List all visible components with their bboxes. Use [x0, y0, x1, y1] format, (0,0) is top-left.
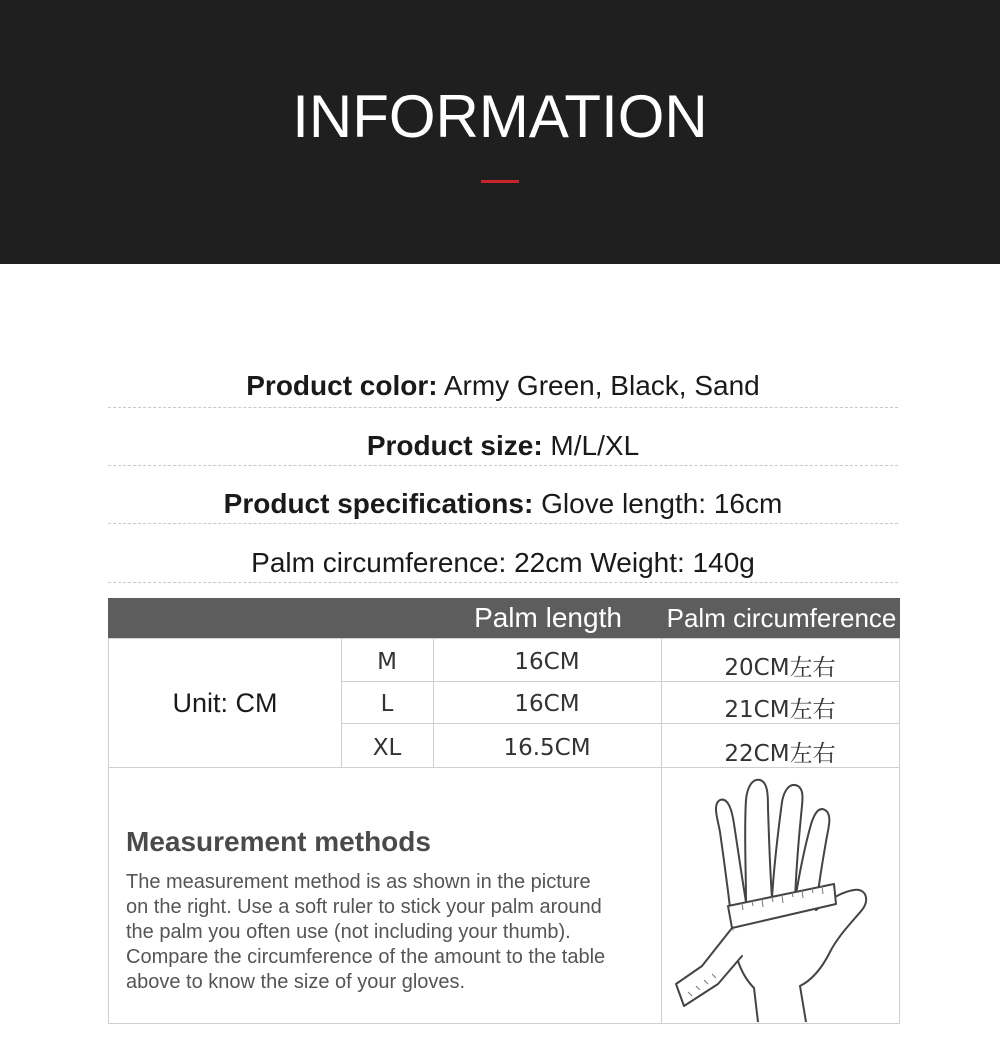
- size-table-header: [108, 598, 900, 638]
- palm-circumference-cell: 22CM左右: [724, 741, 836, 767]
- header-palm-circumference: Palm circumference: [666, 603, 897, 633]
- palm-circumference-cell: 21CM左右: [724, 697, 836, 723]
- spec-product-color: [108, 370, 898, 402]
- spec-product-specifications: [108, 488, 898, 520]
- divider: [108, 523, 898, 524]
- spec-value: Glove length: 16cm: [533, 488, 783, 519]
- header-palm-length: Palm length: [474, 602, 622, 633]
- spec-label: Product specifications:: [223, 488, 534, 519]
- divider: [108, 465, 898, 466]
- header-banner: [0, 0, 1000, 264]
- hand-measuring-tape-icon: [662, 770, 898, 1022]
- spec-product-size: [108, 430, 898, 462]
- size-cell: L: [380, 691, 394, 717]
- palm-length-cell: 16.5CM: [503, 735, 591, 761]
- spec-value: M/L/XL: [542, 430, 640, 461]
- measurement-title: Measurement methods: [126, 826, 431, 857]
- description-line: the palm you often use (not including your thumb).: [126, 921, 571, 943]
- unit-label: Unit: CM: [172, 688, 278, 718]
- page-title: INFORMATION: [292, 83, 708, 150]
- palm-length-cell: 16CM: [514, 649, 580, 675]
- divider: [108, 582, 898, 583]
- measurement-description: [126, 870, 656, 995]
- description-line: The measurement method is as shown in the picture: [126, 871, 591, 893]
- palm-length-cell: 16CM: [514, 691, 580, 717]
- spec-label: Product size:: [366, 430, 543, 461]
- size-cell: M: [377, 649, 397, 675]
- spec-extra: Palm circumference: 22cm Weight: 140g: [251, 547, 755, 578]
- description-line: above to know the size of your gloves.: [126, 971, 466, 993]
- palm-circumference-cell: 20CM左右: [724, 655, 836, 681]
- spec-value: Army Green, Black, Sand: [437, 370, 760, 401]
- header-decoration: [0, 150, 1000, 168]
- header-accent-bar: [481, 180, 519, 183]
- size-cell: XL: [372, 735, 402, 761]
- description-line: Compare the circumference of the amount to the table: [126, 946, 606, 968]
- spec-label: Product color:: [246, 370, 438, 401]
- divider: [108, 407, 898, 408]
- description-line: on the right. Use a soft ruler to stick your palm around: [126, 896, 602, 918]
